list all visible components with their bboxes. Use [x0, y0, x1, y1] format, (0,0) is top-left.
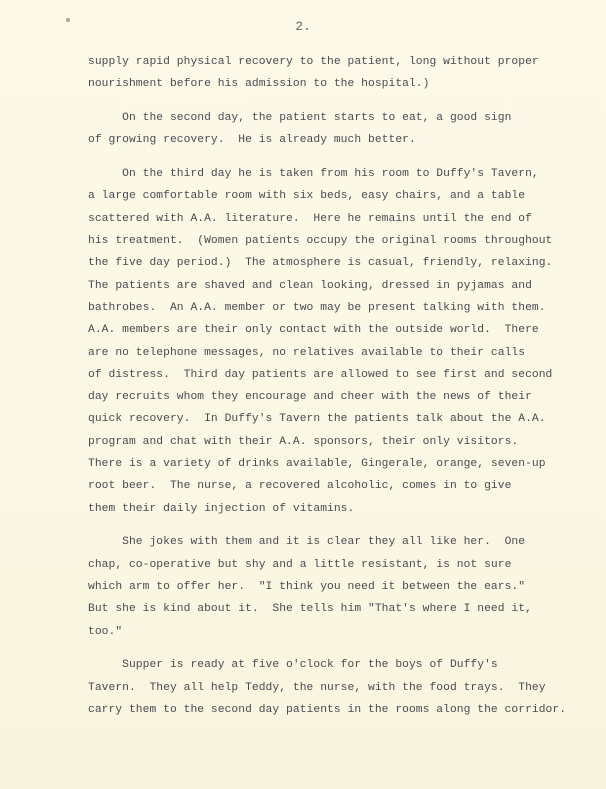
text-line: the five day period.) The atmosphere is casual, friendly, relaxing. [88, 257, 553, 270]
text-line: There is a variety of drinks available, Gingerale, orange, seven-up [88, 458, 546, 471]
paragraph-gap [88, 96, 598, 108]
text-line: A.A. members are their only contact with the outside world. There [88, 324, 539, 337]
text-line: She jokes with them and it is clear they all like her. One [88, 536, 526, 549]
text-line: nourishment before his admission to the hospital.) [88, 78, 430, 91]
text-line: bathrobes. An A.A. member or two may be present talking with them. [88, 301, 546, 314]
text-line: chap, co-operative but shy and a little resistant, is not sure [88, 558, 512, 571]
text-line: quick recovery. In Duffy's Tavern the patients talk about the A.A. [88, 413, 546, 426]
text-line: them their daily injection of vitamins. [88, 502, 355, 515]
text-line: a large comfortable room with six beds, easy chairs, and a table [88, 190, 526, 203]
text-line: Supper is ready at five o'clock for the boys of Duffy's [88, 659, 498, 672]
text-line: too." [88, 625, 123, 638]
text-line: day recruits whom they encourage and cheer with the news of their [88, 391, 532, 404]
paragraph-gap [88, 152, 598, 164]
text-line: of distress. Third day patients are allowed to see first and second [88, 368, 553, 381]
text-line: The patients are shaved and clean looking, dressed in pyjamas and [88, 279, 532, 292]
text-line: which arm to offer her. "I think you need it between the ears." [88, 581, 526, 594]
body-text [88, 51, 598, 721]
paragraph-gap [88, 520, 598, 532]
text-line: program and chat with their A.A. sponsors, their only visitors. [88, 435, 519, 448]
text-line: are no telephone messages, no relatives available to their calls [88, 346, 526, 359]
page-number: 2. [295, 19, 311, 34]
text-line: On the second day, the patient starts to eat, a good sign [88, 112, 512, 125]
paragraph-gap [88, 643, 598, 655]
text-line: On the third day he is taken from his room to Duffy's Tavern, [88, 168, 539, 181]
text-line: root beer. The nurse, a recovered alcoholic, comes in to give [88, 480, 512, 493]
text-line: carry them to the second day patients in the rooms along the corridor. [88, 704, 567, 717]
text-line: of growing recovery. He is already much better. [88, 134, 416, 147]
text-line: But she is kind about it. She tells him "That's where I need it, [88, 603, 532, 616]
text-line: Tavern. They all help Teddy, the nurse, with the food trays. They [88, 681, 546, 694]
text-line: scattered with A.A. literature. Here he remains until the end of [88, 212, 532, 225]
text-line: supply rapid physical recovery to the patient, long without proper [88, 56, 539, 68]
text-line: his treatment. (Women patients occupy the original rooms throughout [88, 235, 553, 248]
